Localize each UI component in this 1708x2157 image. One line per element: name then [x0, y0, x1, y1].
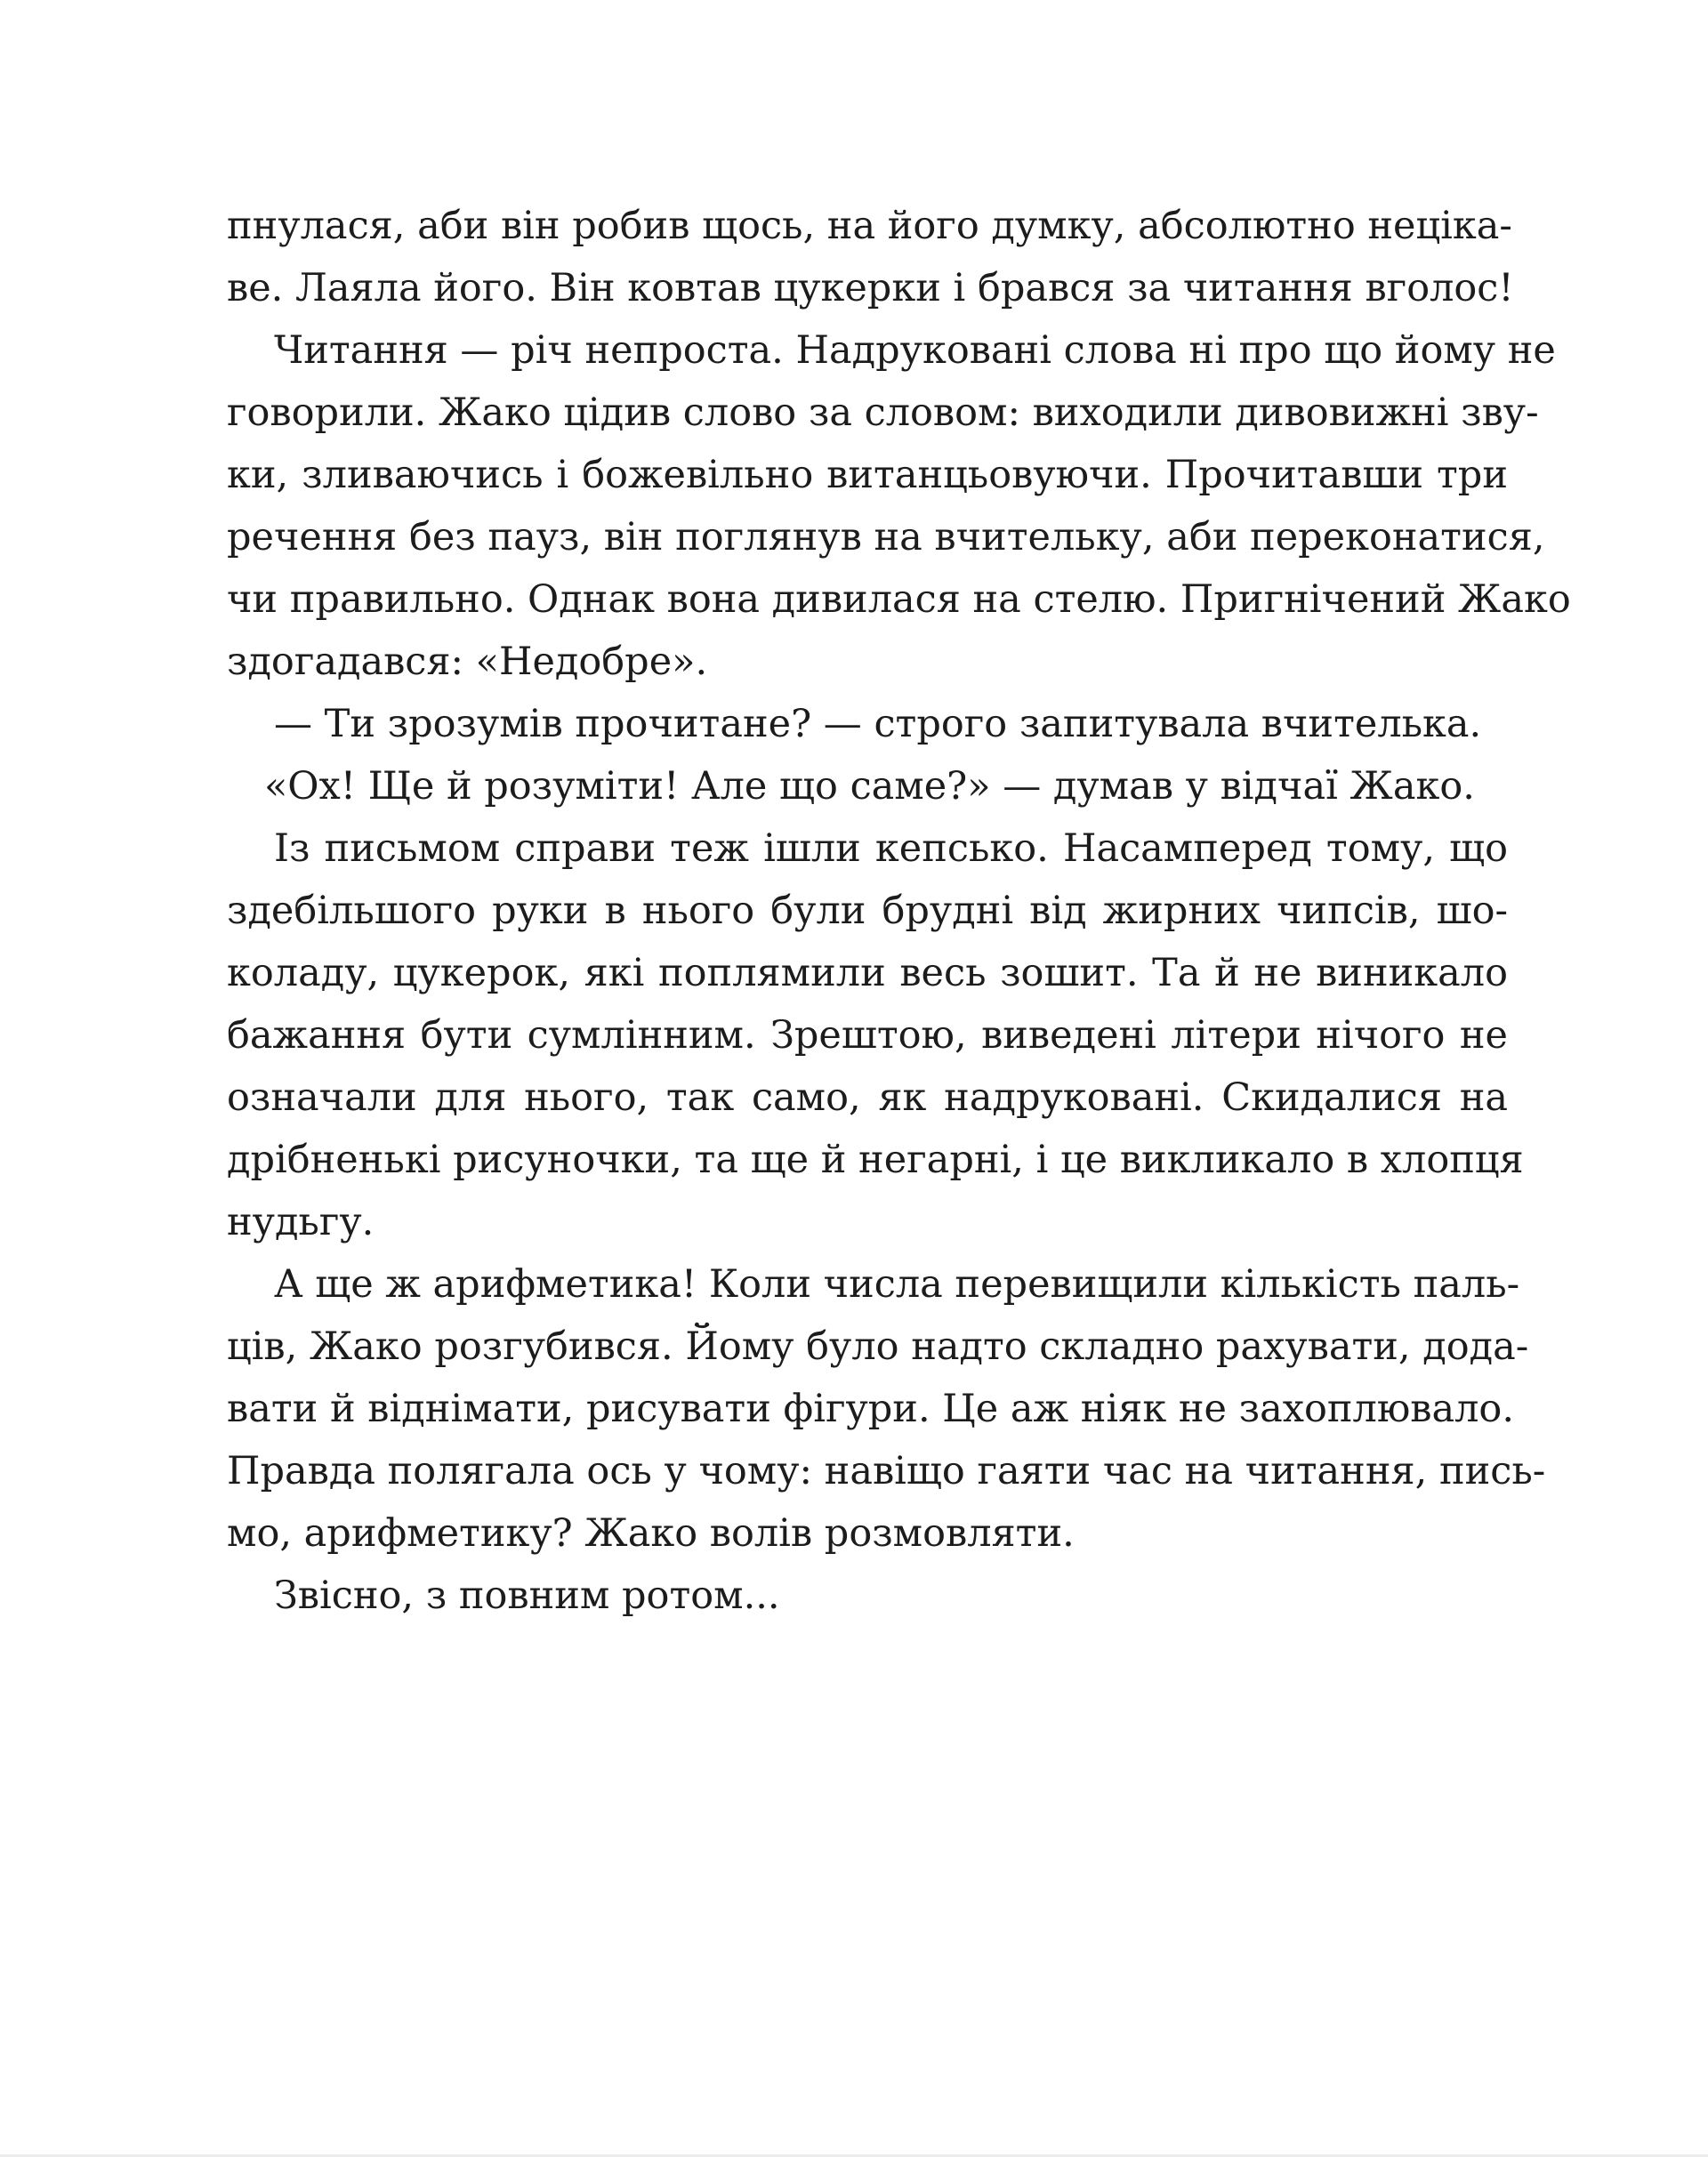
text-line: ців, Жако розгубився. Йому було надто складно рахувати, дода-	[227, 1324, 1529, 1369]
text-line: дрібненькі рисуночки, та ще й негарні, і це викликало в хлопця	[227, 1138, 1524, 1182]
text-line: означали для нього, так само, як надруковані. Скидалися на	[227, 1075, 1508, 1120]
text-line: речення без пауз, він поглянув на вчительку, аби переконатися,	[227, 515, 1545, 559]
text-line: — Ти зрозумів прочитане? — строго запитувала вчителька.	[274, 702, 1482, 746]
text-line: ве. Лаяла його. Він ковтав цукерки і брався за читання вголос!	[227, 266, 1514, 310]
text-line: пнулася, аби він робив щось, на його думку, абсолютно неціка-	[227, 204, 1512, 248]
text-line: бажання бути сумлінним. Зрештою, виведені літери нічого не	[227, 1013, 1508, 1058]
text-line: здебільшого руки в нього були брудні від жирних чипсів, шо-	[227, 889, 1508, 933]
text-line: «Ох! Ще й розуміти! Але що саме?» — думав у відчаї Жако.	[264, 764, 1475, 809]
text-line: нудьгу.	[227, 1200, 375, 1244]
text-line: А ще ж арифметика! Коли числа перевищили кількість паль-	[274, 1262, 1520, 1307]
text-line: Правда полягала ось у чому: навіщо гаяти час на читання, пись-	[227, 1449, 1546, 1493]
text-line: Звісно, з повним ротом...	[274, 1573, 780, 1618]
text-line: Із письмом справи теж ішли кепсько. Насамперед тому, що	[274, 826, 1508, 871]
text-line: говорили. Жако цідив слово за словом: виходили дивовижні зву-	[227, 390, 1539, 435]
text-line: здогадався: «Недобре».	[227, 640, 708, 684]
body-text	[227, 195, 1571, 1627]
text-line: Читання — річ непроста. Надруковані слова ні про що йому не	[274, 328, 1556, 373]
text-line: вати й віднімати, рисувати фігури. Це аж ніяк не захоплювало.	[227, 1387, 1514, 1431]
text-line: чи правильно. Однак вона дивилася на стелю. Пригнічений Жако	[227, 577, 1571, 622]
text-line: ки, зливаючись і божевільно витанцьовуючи. Прочитавши три	[227, 453, 1508, 497]
text-line: мо, арифметику? Жако волів розмовляти.	[227, 1511, 1075, 1556]
text-line: коладу, цукерок, які поплямили весь зошит. Та й не виникало	[227, 951, 1508, 995]
